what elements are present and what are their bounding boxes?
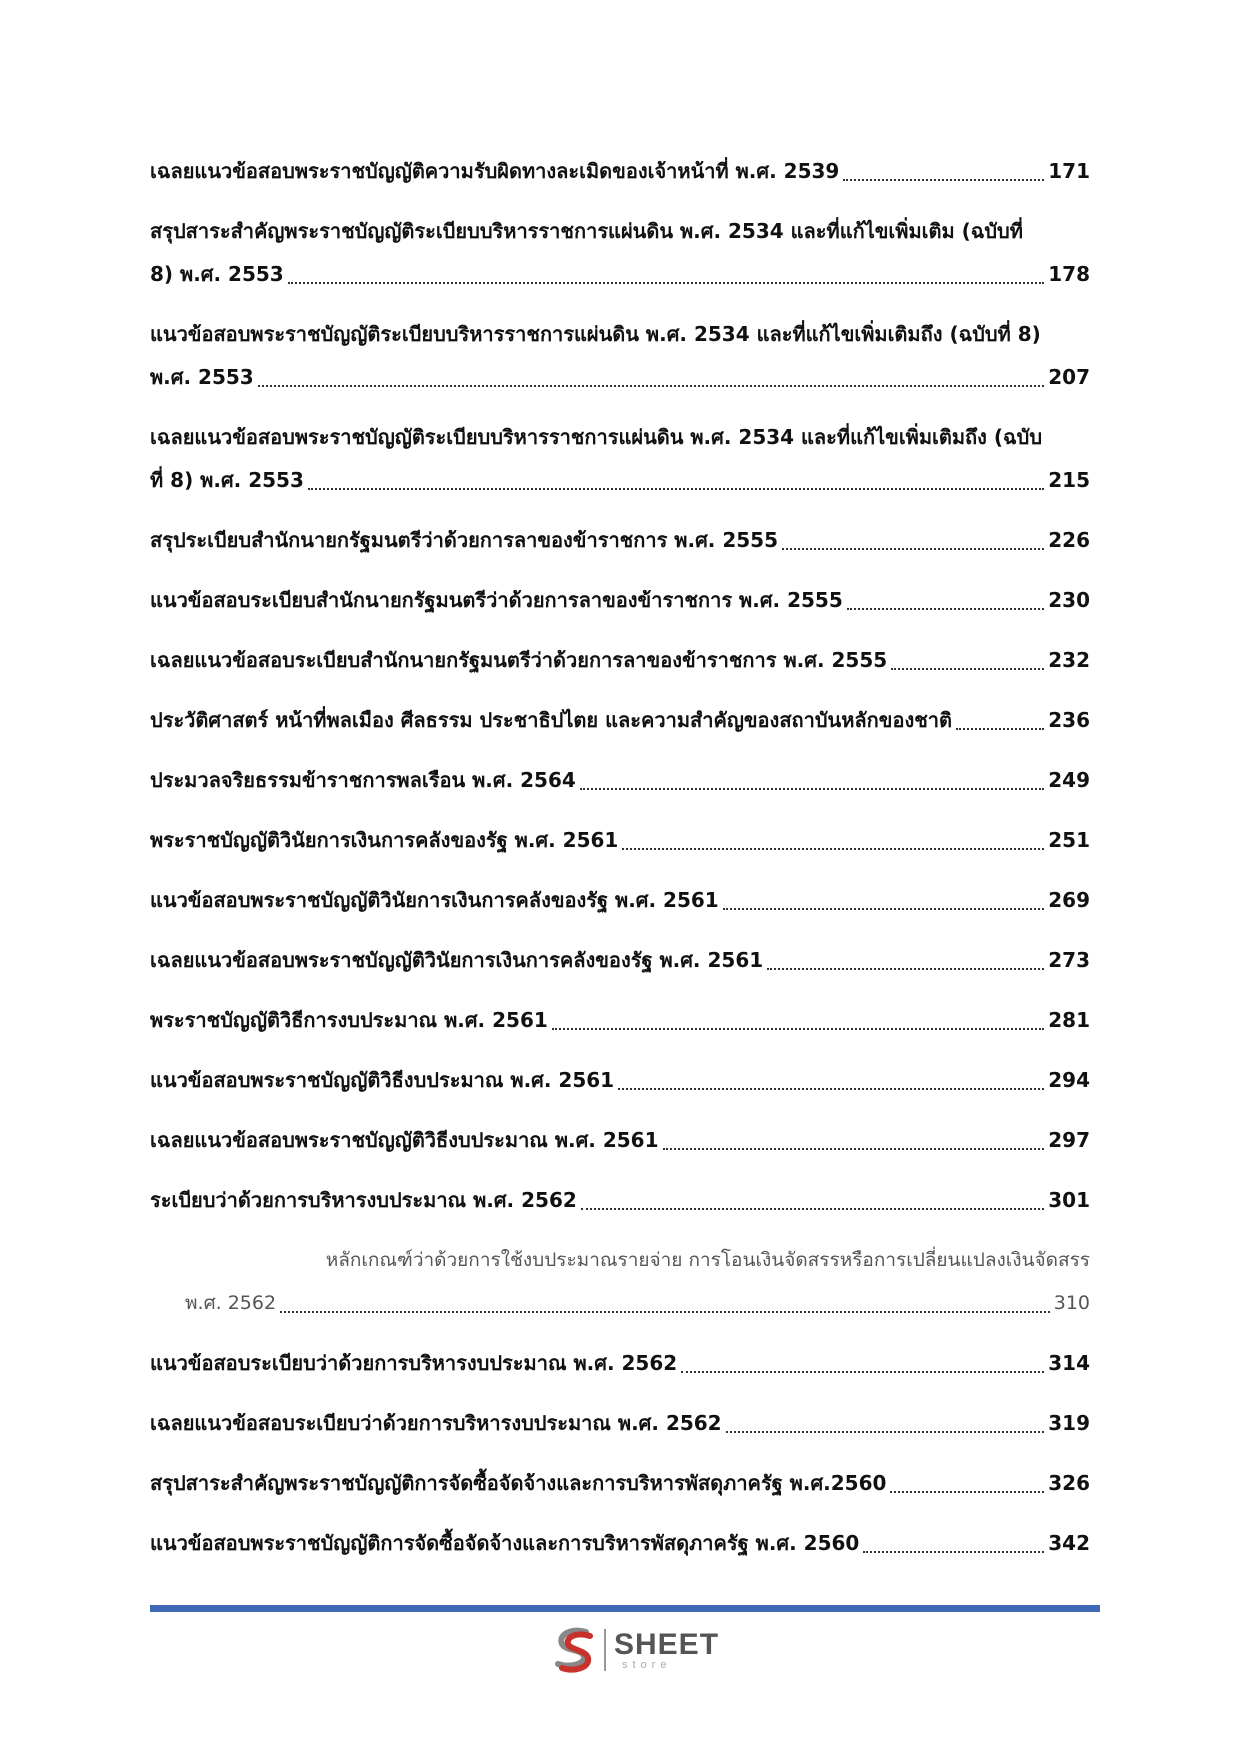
toc-entry-title-line: หลักเกณฑ์ว่าด้วยการใช้งบประมาณรายจ่าย การโอนเงินจัดสรรหรือการเปลี่ยนแปลงเงินจัดสรร [325, 1249, 1090, 1271]
toc-entry[interactable] [150, 699, 1090, 742]
toc-entry[interactable] [150, 819, 1090, 862]
toc-entry-page-number: 251 [1048, 828, 1090, 852]
toc-entry-row [150, 1059, 1090, 1102]
toc-entry-page-number: 294 [1048, 1068, 1090, 1092]
dot-leader [618, 1087, 1044, 1090]
toc-entry-page-number: 249 [1048, 768, 1090, 792]
toc-entry-page-number: 273 [1048, 948, 1090, 972]
dot-leader [723, 907, 1045, 910]
toc-entry-page-number: 297 [1048, 1128, 1090, 1152]
toc-entry[interactable] [150, 416, 1090, 502]
dot-leader [288, 281, 1045, 284]
sheet-store-logo [552, 1626, 719, 1674]
toc-entry-row [150, 1462, 1090, 1505]
toc-entry-row [150, 1342, 1090, 1385]
toc-entry-title: พ.ศ. 2562 [185, 1292, 277, 1314]
toc-entry-row [150, 579, 1090, 622]
dot-leader [891, 667, 1044, 670]
toc-entry-title: แนวข้อสอบพระราชบัญญัติการจัดซื้อจัดจ้างและการบริหารพัสดุภาครัฐ พ.ศ. 2560 [150, 1531, 860, 1555]
toc-entry-row [150, 639, 1090, 682]
toc-entry-title: เฉลยแนวข้อสอบพระราชบัญญัติวินัยการเงินการคลังของรัฐ พ.ศ. 2561 [150, 948, 764, 972]
dot-leader [767, 967, 1044, 970]
toc-entry-page-number: 269 [1048, 888, 1090, 912]
toc-entry[interactable] [150, 210, 1090, 296]
toc-entry-row [150, 1119, 1090, 1162]
toc-entry-row [150, 1179, 1090, 1222]
toc-entry[interactable] [150, 579, 1090, 622]
toc-entry[interactable] [150, 1059, 1090, 1102]
toc-entry-page-number: 178 [1048, 262, 1090, 286]
toc-entry[interactable] [150, 1119, 1090, 1162]
dot-leader [956, 727, 1044, 730]
toc-entry-title: ประมวลจริยธรรมข้าราชการพลเรือน พ.ศ. 2564 [150, 768, 576, 792]
toc-entry[interactable] [150, 1342, 1090, 1385]
dot-leader [663, 1147, 1045, 1150]
toc-entry-title: พ.ศ. 2553 [150, 365, 254, 389]
toc-entry-title: แนวข้อสอบระเบียบว่าด้วยการบริหารงบประมาณ พ.ศ. 2562 [150, 1351, 678, 1375]
toc-entry-title: แนวข้อสอบพระราชบัญญัติวิธีงบประมาณ พ.ศ. 2561 [150, 1068, 615, 1092]
toc-entry-title: เฉลยแนวข้อสอบระเบียบสำนักนายกรัฐมนตรีว่าด้วยการลาของข้าราชการ พ.ศ. 2555 [150, 648, 888, 672]
dot-leader [681, 1370, 1044, 1373]
toc-entry-title: พระราชบัญญัติวิธีการงบประมาณ พ.ศ. 2561 [150, 1008, 548, 1032]
toc-entry-page-number: 326 [1048, 1471, 1090, 1495]
toc-entry-title: เฉลยแนวข้อสอบระเบียบว่าด้วยการบริหารงบประมาณ พ.ศ. 2562 [150, 1411, 722, 1435]
toc-entry-page-number: 215 [1048, 468, 1090, 492]
toc-entry-row [150, 699, 1090, 742]
toc-entry-row [150, 999, 1090, 1042]
dot-leader [308, 487, 1044, 490]
toc-entry[interactable] [150, 939, 1090, 982]
dot-leader [782, 547, 1044, 550]
toc-entry-title: เฉลยแนวข้อสอบพระราชบัญญัติความรับผิดทางละเมิดของเจ้าหน้าที่ พ.ศ. 2539 [150, 159, 840, 183]
toc-entry-row [150, 356, 1090, 399]
toc-entry-row [150, 150, 1090, 193]
toc-entry[interactable] [150, 150, 1090, 193]
dot-leader [552, 1027, 1044, 1030]
toc-entry-row [150, 519, 1090, 562]
toc-entry[interactable] [150, 639, 1090, 682]
dot-leader [863, 1550, 1044, 1553]
toc-entry[interactable] [150, 1239, 1090, 1325]
toc-entry[interactable] [150, 1522, 1090, 1565]
toc-entry[interactable] [150, 759, 1090, 802]
toc-entry-page-number: 226 [1048, 528, 1090, 552]
toc-entry-row [150, 1282, 1090, 1325]
toc-entry-page-number: 301 [1048, 1188, 1090, 1212]
toc-entry-title: เฉลยแนวข้อสอบพระราชบัญญัติวิธีงบประมาณ พ.ศ. 2561 [150, 1128, 659, 1152]
toc-entry-page-number: 310 [1053, 1292, 1090, 1314]
toc-entry-page-number: 171 [1048, 159, 1090, 183]
toc-entry-page-number: 281 [1048, 1008, 1090, 1032]
toc-entry-row [150, 1522, 1090, 1565]
toc-entry-row [150, 759, 1090, 802]
toc-entry[interactable] [150, 879, 1090, 922]
toc-entry-title-line: สรุปสาระสำคัญพระราชบัญญัติระเบียบบริหารราชการแผ่นดิน พ.ศ. 2534 และที่แก้ไขเพิ่มเติม (ฉบับที่ [150, 219, 1023, 243]
dot-leader [258, 384, 1045, 387]
toc-entry-page-number: 230 [1048, 588, 1090, 612]
dot-leader [622, 847, 1044, 850]
toc-entry-page-number: 342 [1048, 1531, 1090, 1555]
toc-entry-title: 8) พ.ศ. 2553 [150, 262, 284, 286]
toc-entry-title-line: แนวข้อสอบพระราชบัญญัติระเบียบบริหารราชการแผ่นดิน พ.ศ. 2534 และที่แก้ไขเพิ่มเติมถึง (ฉบับที่ 8) [150, 322, 1041, 346]
toc-entry-row [150, 1402, 1090, 1445]
toc-entry-page-number: 319 [1048, 1411, 1090, 1435]
logo-text: SHEET [614, 1627, 720, 1661]
toc-entry[interactable] [150, 1402, 1090, 1445]
toc-entry-title: ประวัติศาสตร์ หน้าที่พลเมือง ศีลธรรม ประชาธิปไตย และความสำคัญของสถาบันหลักของชาติ [150, 708, 953, 732]
dot-leader [726, 1430, 1045, 1433]
dot-leader [890, 1490, 1044, 1493]
toc-entry-title: ระเบียบว่าด้วยการบริหารงบประมาณ พ.ศ. 2562 [150, 1188, 577, 1212]
toc-entry-title: สรุปสาระสำคัญพระราชบัญญัติการจัดซื้อจัดจ้างและการบริหารพัสดุภาครัฐ พ.ศ.2560 [150, 1471, 887, 1495]
toc-entry-title: สรุประเบียบสำนักนายกรัฐมนตรีว่าด้วยการลาของข้าราชการ พ.ศ. 2555 [150, 528, 778, 552]
dot-leader [847, 607, 1045, 610]
toc-entry[interactable] [150, 1179, 1090, 1222]
logo-subtext: store [622, 1658, 672, 1671]
sheet-store-s-icon [552, 1626, 596, 1674]
toc-entry-row [150, 879, 1090, 922]
toc-entry-page-number: 207 [1048, 365, 1090, 389]
toc-entry-row [150, 253, 1090, 296]
toc-entry-title: พระราชบัญญัติวินัยการเงินการคลังของรัฐ พ.ศ. 2561 [150, 828, 619, 852]
toc-entry-title: ที่ 8) พ.ศ. 2553 [150, 468, 304, 492]
dot-leader [581, 1207, 1044, 1210]
dot-leader [580, 787, 1044, 790]
toc-entry[interactable] [150, 1462, 1090, 1505]
toc-entry-row [150, 819, 1090, 862]
logo-separator [604, 1629, 606, 1671]
toc-entry-row [150, 459, 1090, 502]
table-of-contents [150, 150, 1090, 1582]
toc-entry[interactable] [150, 519, 1090, 562]
toc-entry-title: แนวข้อสอบพระราชบัญญัติวินัยการเงินการคลังของรัฐ พ.ศ. 2561 [150, 888, 719, 912]
toc-entry[interactable] [150, 999, 1090, 1042]
toc-entry-title: แนวข้อสอบระเบียบสำนักนายกรัฐมนตรีว่าด้วยการลาของข้าราชการ พ.ศ. 2555 [150, 588, 843, 612]
toc-entry-page-number: 232 [1048, 648, 1090, 672]
toc-entry-page-number: 236 [1048, 708, 1090, 732]
footer-divider [150, 1605, 1100, 1612]
toc-entry-row [150, 939, 1090, 982]
toc-entry-title-line: เฉลยแนวข้อสอบพระราชบัญญัติระเบียบบริหารราชการแผ่นดิน พ.ศ. 2534 และที่แก้ไขเพิ่มเติมถึง (ฉบับ [150, 425, 1043, 449]
toc-entry[interactable] [150, 313, 1090, 399]
logo-wordmark [614, 1627, 720, 1671]
dot-leader [280, 1310, 1050, 1313]
dot-leader [843, 178, 1044, 181]
toc-entry-page-number: 314 [1048, 1351, 1090, 1375]
